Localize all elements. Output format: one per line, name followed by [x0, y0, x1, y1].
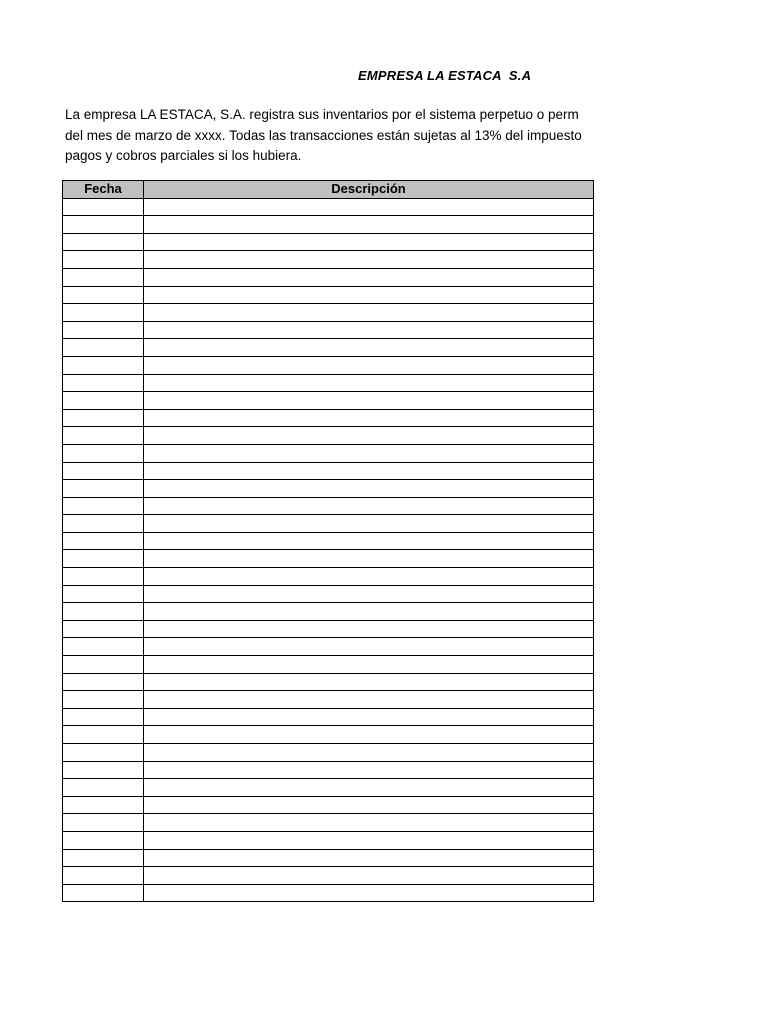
fecha-cell[interactable]	[63, 374, 144, 392]
table-row	[63, 585, 594, 603]
fecha-cell[interactable]	[63, 304, 144, 322]
descripcion-cell[interactable]	[144, 321, 594, 339]
table-row	[63, 480, 594, 498]
table-row	[63, 849, 594, 867]
fecha-cell[interactable]	[63, 585, 144, 603]
table-row	[63, 304, 594, 322]
fecha-cell[interactable]	[63, 286, 144, 304]
table-row	[63, 462, 594, 480]
intro-paragraph	[65, 105, 593, 167]
fecha-cell[interactable]	[63, 233, 144, 251]
descripcion-cell[interactable]	[144, 286, 594, 304]
header-descripcion: Descripción	[144, 181, 594, 199]
descripcion-cell[interactable]	[144, 656, 594, 674]
table-row	[63, 726, 594, 744]
descripcion-cell[interactable]	[144, 374, 594, 392]
table-row	[63, 779, 594, 797]
table-row	[63, 409, 594, 427]
descripcion-cell[interactable]	[144, 304, 594, 322]
descripcion-cell[interactable]	[144, 268, 594, 286]
fecha-cell[interactable]	[63, 444, 144, 462]
fecha-cell[interactable]	[63, 638, 144, 656]
descripcion-cell[interactable]	[144, 233, 594, 251]
descripcion-cell[interactable]	[144, 867, 594, 885]
descripcion-cell[interactable]	[144, 761, 594, 779]
table-row	[63, 656, 594, 674]
table-row	[63, 568, 594, 586]
table-row	[63, 673, 594, 691]
fecha-cell[interactable]	[63, 726, 144, 744]
table-row	[63, 444, 594, 462]
fecha-cell[interactable]	[63, 550, 144, 568]
fecha-cell[interactable]	[63, 251, 144, 269]
descripcion-cell[interactable]	[144, 779, 594, 797]
descripcion-cell[interactable]	[144, 726, 594, 744]
descripcion-cell[interactable]	[144, 884, 594, 902]
table-header-row	[63, 181, 594, 199]
descripcion-cell[interactable]	[144, 444, 594, 462]
descripcion-cell[interactable]	[144, 708, 594, 726]
fecha-cell[interactable]	[63, 392, 144, 410]
fecha-cell[interactable]	[63, 796, 144, 814]
table-row	[63, 867, 594, 885]
table-row	[63, 392, 594, 410]
descripcion-cell[interactable]	[144, 568, 594, 586]
table-row	[63, 638, 594, 656]
table-row	[63, 831, 594, 849]
fecha-cell[interactable]	[63, 603, 144, 621]
fecha-cell[interactable]	[63, 321, 144, 339]
fecha-cell[interactable]	[63, 462, 144, 480]
descripcion-cell[interactable]	[144, 251, 594, 269]
descripcion-cell[interactable]	[144, 550, 594, 568]
descripcion-cell[interactable]	[144, 585, 594, 603]
fecha-cell[interactable]	[63, 515, 144, 533]
table-row	[63, 550, 594, 568]
fecha-cell[interactable]	[63, 849, 144, 867]
descripcion-cell[interactable]	[144, 532, 594, 550]
descripcion-cell[interactable]	[144, 744, 594, 762]
descripcion-cell[interactable]	[144, 849, 594, 867]
intro-line-3: pagos y cobros parciales si los hubiera.	[65, 148, 302, 163]
fecha-cell[interactable]	[63, 216, 144, 234]
fecha-cell[interactable]	[63, 409, 144, 427]
document-title: EMPRESA LA ESTACA S.A	[358, 68, 532, 83]
descripcion-cell[interactable]	[144, 673, 594, 691]
descripcion-cell[interactable]	[144, 392, 594, 410]
descripcion-cell[interactable]	[144, 796, 594, 814]
table-row	[63, 321, 594, 339]
descripcion-cell[interactable]	[144, 216, 594, 234]
fecha-cell[interactable]	[63, 867, 144, 885]
table-row	[63, 427, 594, 445]
descripcion-cell[interactable]	[144, 831, 594, 849]
table-row	[63, 796, 594, 814]
descripcion-cell[interactable]	[144, 462, 594, 480]
fecha-cell[interactable]	[63, 339, 144, 357]
fecha-cell[interactable]	[63, 480, 144, 498]
fecha-cell[interactable]	[63, 779, 144, 797]
fecha-cell[interactable]	[63, 268, 144, 286]
descripcion-cell[interactable]	[144, 515, 594, 533]
fecha-cell[interactable]	[63, 761, 144, 779]
table-row	[63, 233, 594, 251]
intro-line-1: La empresa LA ESTACA, S.A. registra sus inventarios por el sistema perpetuo o perm	[65, 107, 579, 122]
table-row	[63, 708, 594, 726]
table-row	[63, 691, 594, 709]
table-row	[63, 761, 594, 779]
intro-line-2: del mes de marzo de xxxx. Todas las transacciones están sujetas al 13% del impuesto	[65, 127, 582, 143]
descripcion-cell[interactable]	[144, 603, 594, 621]
table-row	[63, 744, 594, 762]
descripcion-cell[interactable]	[144, 638, 594, 656]
table-row	[63, 374, 594, 392]
table-row	[63, 268, 594, 286]
fecha-cell[interactable]	[63, 744, 144, 762]
table-row	[63, 532, 594, 550]
descripcion-cell[interactable]	[144, 409, 594, 427]
fecha-cell[interactable]	[63, 656, 144, 674]
header-fecha: Fecha	[63, 181, 144, 199]
descripcion-cell[interactable]	[144, 497, 594, 515]
fecha-cell[interactable]	[63, 568, 144, 586]
fecha-cell[interactable]	[63, 673, 144, 691]
table-row	[63, 497, 594, 515]
table-row	[63, 251, 594, 269]
table-row	[63, 356, 594, 374]
descripcion-cell[interactable]	[144, 427, 594, 445]
transactions-table	[62, 180, 594, 902]
descripcion-cell[interactable]	[144, 814, 594, 832]
descripcion-cell[interactable]	[144, 691, 594, 709]
descripcion-cell[interactable]	[144, 356, 594, 374]
fecha-cell[interactable]	[63, 620, 144, 638]
fecha-cell[interactable]	[63, 198, 144, 216]
table-row	[63, 620, 594, 638]
fecha-cell[interactable]	[63, 356, 144, 374]
descripcion-cell[interactable]	[144, 198, 594, 216]
table-row	[63, 286, 594, 304]
fecha-cell[interactable]	[63, 708, 144, 726]
fecha-cell[interactable]	[63, 532, 144, 550]
table-row	[63, 198, 594, 216]
table-row	[63, 603, 594, 621]
fecha-cell[interactable]	[63, 884, 144, 902]
descripcion-cell[interactable]	[144, 480, 594, 498]
fecha-cell[interactable]	[63, 427, 144, 445]
descripcion-cell[interactable]	[144, 620, 594, 638]
table-row	[63, 515, 594, 533]
table-row	[63, 884, 594, 902]
table-row	[63, 339, 594, 357]
table-body	[63, 198, 594, 902]
table-row	[63, 216, 594, 234]
fecha-cell[interactable]	[63, 831, 144, 849]
fecha-cell[interactable]	[63, 814, 144, 832]
descripcion-cell[interactable]	[144, 339, 594, 357]
fecha-cell[interactable]	[63, 691, 144, 709]
fecha-cell[interactable]	[63, 497, 144, 515]
table-row	[63, 814, 594, 832]
